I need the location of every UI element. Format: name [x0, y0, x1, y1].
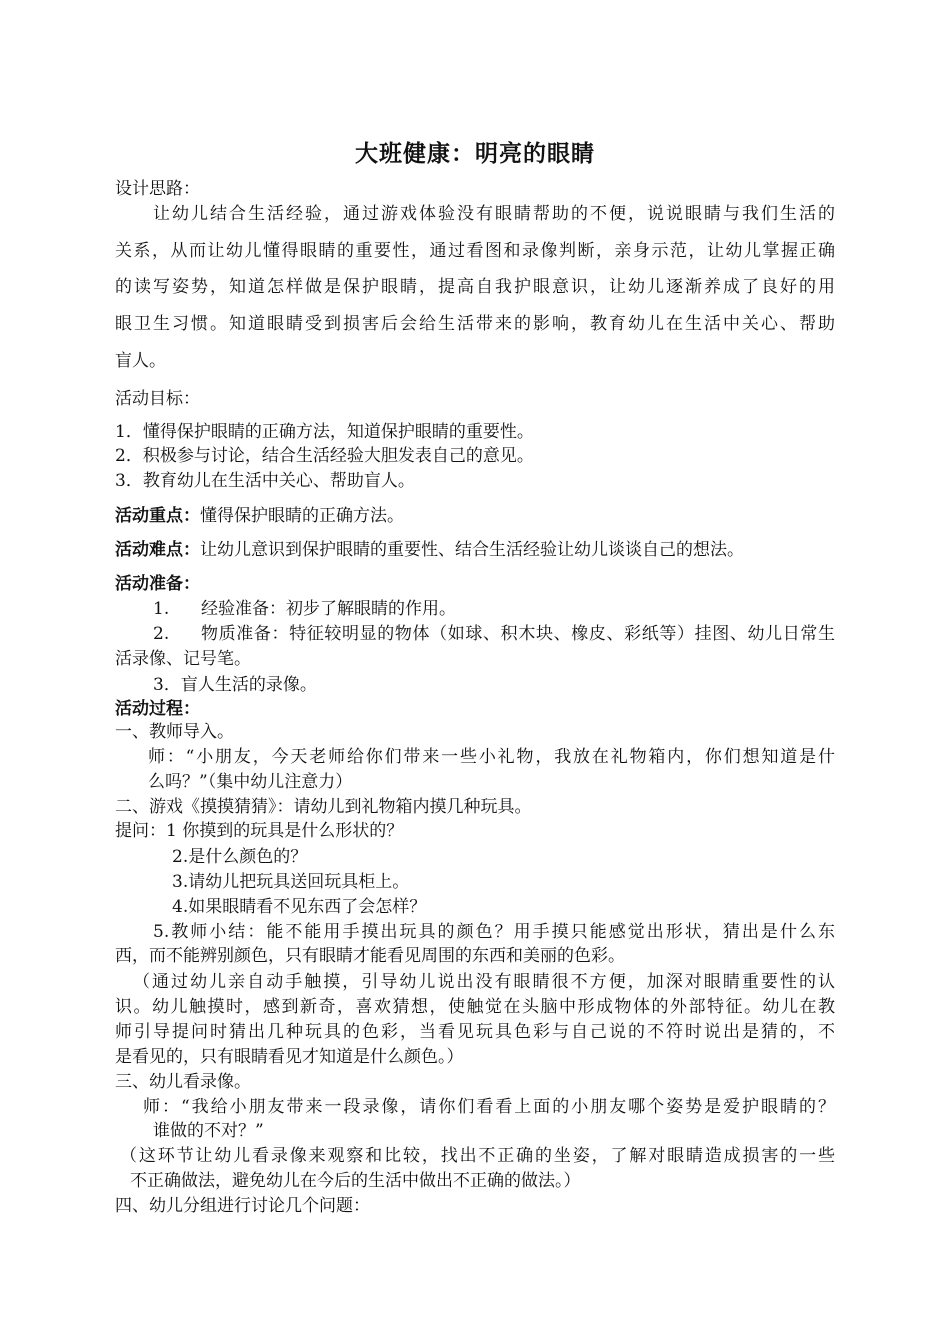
- prep-heading: 活动准备：: [115, 574, 200, 594]
- prep-item: 物质准备：特征较明显的物体（如球、积木块、橡皮、彩纸等）挂图、幼儿日常生: [201, 624, 835, 644]
- prep-item: 3．盲人生活的录像。: [153, 675, 317, 695]
- paragraph-line: 眼卫生习惯。知道眼睛受到损害后会给生活带来的影响，教育幼儿在生活中关心、帮助: [115, 314, 835, 334]
- goal-item: 1．懂得保护眼睛的正确方法，知道保护眼睛的重要性。: [115, 422, 534, 442]
- page-title: 大班健康：明亮的眼睛: [355, 141, 595, 167]
- prep-item-number: 1.: [153, 599, 170, 619]
- paragraph-line: 不正确做法，避免幼儿在今后的生活中做出不正确的做法。）: [130, 1171, 581, 1191]
- paragraph-line: 关系，从而让幼儿懂得眼睛的重要性，通过看图和录像判断，亲身示范，让幼儿掌握正确: [115, 241, 835, 261]
- paragraph-line: 师引导提问时猜出几种玩具的色彩，当看见玩具色彩与自己说的不符时说出是猜的，不: [115, 1022, 835, 1042]
- goal-item: 2．积极参与讨论，结合生活经验大胆发表自己的意见。: [115, 446, 534, 466]
- paragraph-line: 师：“小朋友，今天老师给你们带来一些小礼物，我放在礼物箱内，你们想知道是什: [148, 747, 835, 767]
- question-item: 提问：1 你摸到的玩具是什么形状的？: [115, 821, 404, 841]
- question-item: 5.教师小结：能不能用手摸出玩具的颜色？用手摸只能感觉出形状，猜出是什么东: [153, 922, 835, 942]
- paragraph-line: 么吗？”（集中幼儿注意力）: [148, 772, 353, 792]
- paragraph-line: 的读写姿势，知道怎样做是保护眼睛，提高自我护眼意识，让幼儿逐渐养成了良好的用: [115, 277, 835, 297]
- goals-heading: 活动目标：: [115, 389, 200, 409]
- difficulty-point: [115, 539, 744, 561]
- goal-item: 3．教育幼儿在生活中关心、帮助盲人。: [115, 471, 415, 491]
- paragraph-line: 识。幼儿触摸时，感到新奇，喜欢猜想，使触觉在头脑中形成物体的外部特征。幼儿在教: [115, 997, 835, 1017]
- difficulty-label: 活动难点：: [115, 540, 200, 560]
- paragraph-line: （这环节让幼儿看录像来观察和比较，找出不正确的坐姿，了解对眼睛造成损害的一些: [120, 1146, 835, 1166]
- section-heading: 一、教师导入。: [115, 722, 234, 742]
- design-heading: 设计思路：: [115, 179, 200, 199]
- paragraph-line: 是看见的，只有眼睛看见才知道是什么颜色。）: [115, 1047, 464, 1067]
- key-point-label: 活动重点：: [115, 506, 200, 526]
- paragraph-line: 谁做的不对？”: [153, 1121, 264, 1141]
- prep-item-number: 2.: [153, 624, 170, 644]
- key-point-text: 懂得保护眼睛的正确方法。: [200, 506, 404, 526]
- question-item: 4.如果眼睛看不见东西了会怎样？: [172, 897, 427, 917]
- paragraph-line: 师：“我给小朋友带来一段录像，请你们看看上面的小朋友哪个姿势是爱护眼睛的？: [143, 1097, 835, 1117]
- paragraph-line: 西，而不能辨别颜色，只有眼睛才能看见周围的东西和美丽的色彩。: [115, 946, 625, 966]
- paragraph-line: （通过幼儿亲自动手触摸，引导幼儿说出没有眼睛很不方便，加深对眼睛重要性的认: [133, 972, 835, 992]
- difficulty-text: 让幼儿意识到保护眼睛的重要性、结合生活经验让幼儿谈谈自己的想法。: [200, 540, 744, 560]
- section-heading: 三、幼儿看录像。: [115, 1072, 251, 1092]
- question-item: 3.请幼儿把玩具送回玩具柜上。: [172, 872, 410, 892]
- prep-item-continued: 活录像、记号笔。: [115, 649, 251, 669]
- section-heading: 四、幼儿分组进行讨论几个问题：: [115, 1196, 370, 1216]
- section-heading: 二、游戏《摸摸猜猜》：请幼儿到礼物箱内摸几种玩具。: [115, 797, 532, 817]
- key-point: [115, 505, 404, 527]
- paragraph-line: 盲人。: [115, 351, 166, 371]
- question-item: 2.是什么颜色的？: [172, 847, 308, 867]
- prep-item: 经验准备：初步了解眼睛的作用。: [201, 599, 456, 619]
- paragraph-line: 让幼儿结合生活经验，通过游戏体验没有眼睛帮助的不便，说说眼睛与我们生活的: [153, 204, 835, 224]
- process-heading: 活动过程：: [115, 699, 200, 719]
